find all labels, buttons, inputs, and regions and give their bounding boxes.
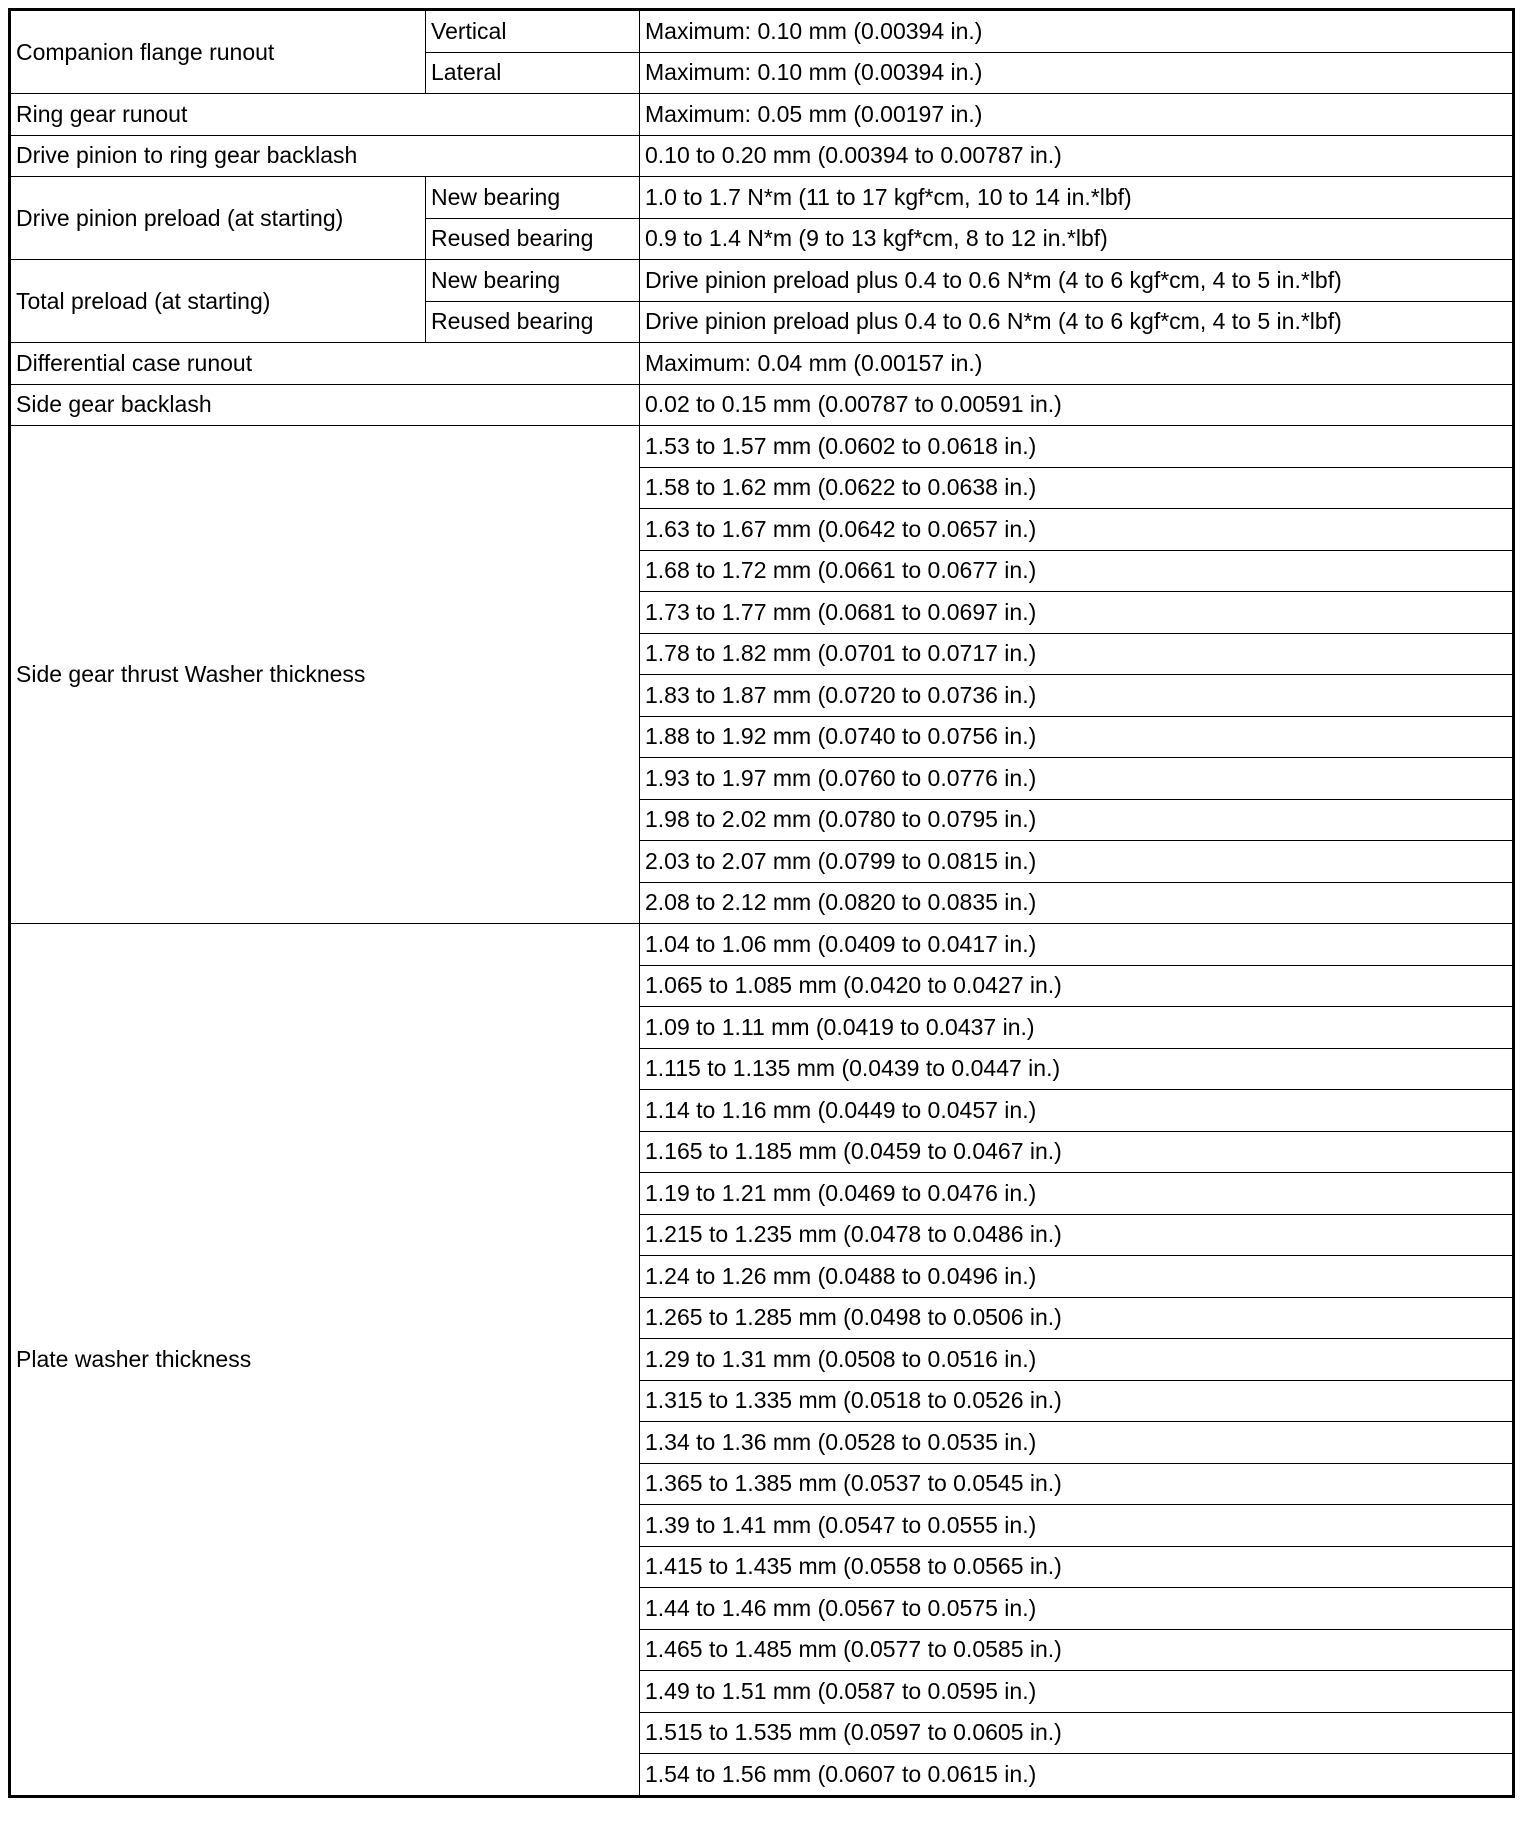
spec-value: 2.03 to 2.07 mm (0.0799 to 0.0815 in.) (640, 841, 1514, 883)
spec-value: Maximum: 0.10 mm (0.00394 in.) (640, 52, 1514, 94)
spec-value: 1.19 to 1.21 mm (0.0469 to 0.0476 in.) (640, 1173, 1514, 1215)
spec-condition-label: Reused bearing (426, 218, 640, 260)
spec-value: 1.365 to 1.385 mm (0.0537 to 0.0545 in.) (640, 1463, 1514, 1505)
spec-value: Maximum: 0.10 mm (0.00394 in.) (640, 10, 1514, 53)
spec-value: 1.465 to 1.485 mm (0.0577 to 0.0585 in.) (640, 1629, 1514, 1671)
spec-value: Maximum: 0.05 mm (0.00197 in.) (640, 94, 1514, 136)
spec-value: 1.04 to 1.06 mm (0.0409 to 0.0417 in.) (640, 924, 1514, 966)
table-row (10, 260, 1514, 302)
spec-value: 1.515 to 1.535 mm (0.0597 to 0.0605 in.) (640, 1712, 1514, 1754)
spec-value: 1.14 to 1.16 mm (0.0449 to 0.0457 in.) (640, 1090, 1514, 1132)
spec-value: Drive pinion preload plus 0.4 to 0.6 N*m (4 to 6 kgf*cm, 4 to 5 in.*lbf) (640, 301, 1514, 343)
spec-value: 1.58 to 1.62 mm (0.0622 to 0.0638 in.) (640, 467, 1514, 509)
spec-value: 1.98 to 2.02 mm (0.0780 to 0.0795 in.) (640, 799, 1514, 841)
spec-value: 1.24 to 1.26 mm (0.0488 to 0.0496 in.) (640, 1256, 1514, 1298)
spec-value: 1.315 to 1.335 mm (0.0518 to 0.0526 in.) (640, 1380, 1514, 1422)
spec-value: 1.09 to 1.11 mm (0.0419 to 0.0437 in.) (640, 1007, 1514, 1049)
spec-value: 1.49 to 1.51 mm (0.0587 to 0.0595 in.) (640, 1671, 1514, 1713)
spec-value: 1.065 to 1.085 mm (0.0420 to 0.0427 in.) (640, 965, 1514, 1007)
table-row (10, 343, 1514, 385)
spec-value: 1.54 to 1.56 mm (0.0607 to 0.0615 in.) (640, 1754, 1514, 1797)
table-row (10, 94, 1514, 136)
spec-value: 0.10 to 0.20 mm (0.00394 to 0.00787 in.) (640, 135, 1514, 177)
table-row (10, 384, 1514, 426)
spec-condition-label: New bearing (426, 177, 640, 219)
spec-item-label: Total preload (at starting) (10, 260, 426, 343)
spec-item-label: Side gear backlash (10, 384, 640, 426)
spec-item-label: Companion flange runout (10, 10, 426, 94)
spec-value: 1.115 to 1.135 mm (0.0439 to 0.0447 in.) (640, 1048, 1514, 1090)
spec-value: 1.78 to 1.82 mm (0.0701 to 0.0717 in.) (640, 633, 1514, 675)
table-row (10, 426, 1514, 468)
spec-value: 1.215 to 1.235 mm (0.0478 to 0.0486 in.) (640, 1214, 1514, 1256)
spec-value: 1.44 to 1.46 mm (0.0567 to 0.0575 in.) (640, 1588, 1514, 1630)
spec-item-label: Differential case runout (10, 343, 640, 385)
spec-table-body (10, 10, 1514, 1797)
table-row (10, 10, 1514, 53)
spec-value: Maximum: 0.04 mm (0.00157 in.) (640, 343, 1514, 385)
spec-value: 1.265 to 1.285 mm (0.0498 to 0.0506 in.) (640, 1297, 1514, 1339)
spec-value: 1.88 to 1.92 mm (0.0740 to 0.0756 in.) (640, 716, 1514, 758)
table-row (10, 924, 1514, 966)
spec-value: 1.53 to 1.57 mm (0.0602 to 0.0618 in.) (640, 426, 1514, 468)
spec-condition-label: Vertical (426, 10, 640, 53)
spec-item-label: Side gear thrust Washer thickness (10, 426, 640, 924)
spec-value: Drive pinion preload plus 0.4 to 0.6 N*m (4 to 6 kgf*cm, 4 to 5 in.*lbf) (640, 260, 1514, 302)
spec-value: 1.0 to 1.7 N*m (11 to 17 kgf*cm, 10 to 14 in.*lbf) (640, 177, 1514, 219)
spec-value: 1.73 to 1.77 mm (0.0681 to 0.0697 in.) (640, 592, 1514, 634)
table-row (10, 177, 1514, 219)
spec-value: 1.29 to 1.31 mm (0.0508 to 0.0516 in.) (640, 1339, 1514, 1381)
spec-value: 1.34 to 1.36 mm (0.0528 to 0.0535 in.) (640, 1422, 1514, 1464)
spec-condition-label: New bearing (426, 260, 640, 302)
spec-value: 2.08 to 2.12 mm (0.0820 to 0.0835 in.) (640, 882, 1514, 924)
table-row (10, 135, 1514, 177)
spec-value: 1.63 to 1.67 mm (0.0642 to 0.0657 in.) (640, 509, 1514, 551)
spec-value: 1.165 to 1.185 mm (0.0459 to 0.0467 in.) (640, 1131, 1514, 1173)
spec-condition-label: Lateral (426, 52, 640, 94)
spec-value: 1.93 to 1.97 mm (0.0760 to 0.0776 in.) (640, 758, 1514, 800)
spec-table (8, 8, 1515, 1798)
spec-condition-label: Reused bearing (426, 301, 640, 343)
spec-value: 0.02 to 0.15 mm (0.00787 to 0.00591 in.) (640, 384, 1514, 426)
spec-value: 1.39 to 1.41 mm (0.0547 to 0.0555 in.) (640, 1505, 1514, 1547)
spec-value: 1.83 to 1.87 mm (0.0720 to 0.0736 in.) (640, 675, 1514, 717)
spec-value: 1.415 to 1.435 mm (0.0558 to 0.0565 in.) (640, 1546, 1514, 1588)
spec-value: 0.9 to 1.4 N*m (9 to 13 kgf*cm, 8 to 12 in.*lbf) (640, 218, 1514, 260)
spec-value: 1.68 to 1.72 mm (0.0661 to 0.0677 in.) (640, 550, 1514, 592)
spec-item-label: Ring gear runout (10, 94, 640, 136)
spec-item-label: Drive pinion preload (at starting) (10, 177, 426, 260)
spec-item-label: Plate washer thickness (10, 924, 640, 1797)
spec-item-label: Drive pinion to ring gear backlash (10, 135, 640, 177)
